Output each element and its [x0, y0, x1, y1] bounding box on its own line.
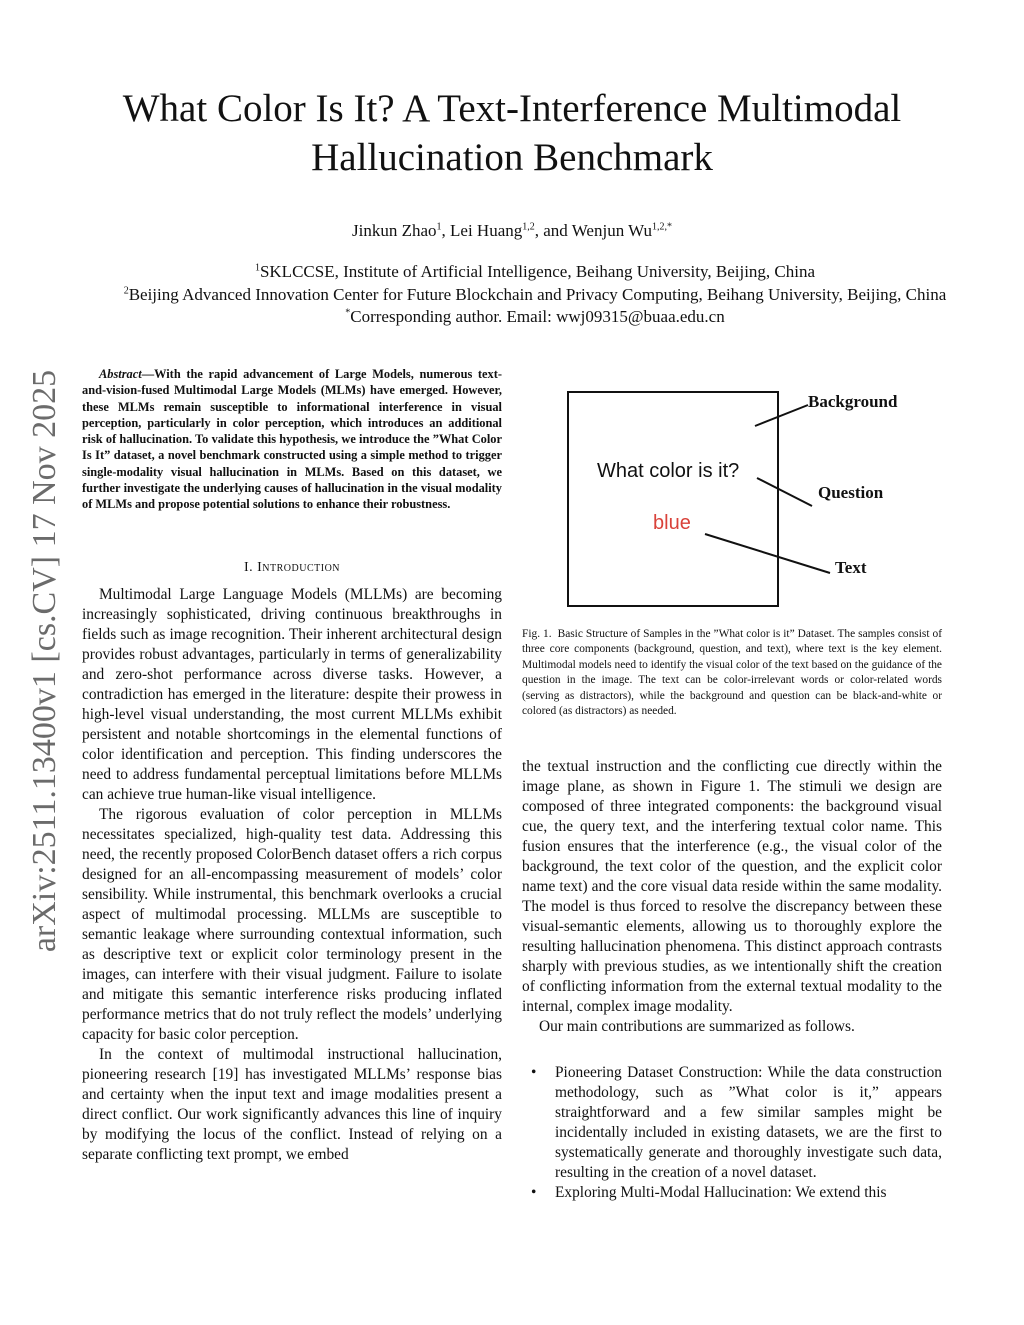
- affiliation-1-text: SKLCCSE, Institute of Artificial Intelligence, Beihang University, Beijing, China: [259, 262, 816, 281]
- list-item: [522, 1063, 942, 1183]
- section-number: I.: [243, 560, 258, 575]
- author-1: Jinkun Zhao: [351, 221, 437, 240]
- corresponding-author: [70, 306, 1000, 328]
- author-3-sup: 1,2,*: [652, 221, 672, 233]
- right-column-body: [522, 757, 942, 1037]
- figure-1: [540, 380, 920, 610]
- intro-paragraph-1: Multimodal Large Language Models (MLLMs) are becoming increasingly sophisticated, driving continuous breakthroughs in fields such as image recognition. Their inherent architectural design provides robust advantages, particularly in terms of generalizability and zero-shot performance across diverse tasks. However, a contradiction has emerged in the literature: despite their prowess in high-level visual understanding, the most current MLLMs exhibit persistent and notable shortcomings in the elemental functions of color identification and perception. This finding underscores the need to address fundamental perceptual limitations before MLLMs can achieve true human-like visual intelligence.: [82, 586, 502, 803]
- pointer-line-question: [757, 478, 812, 506]
- abstract: [82, 366, 502, 513]
- pointer-line-text: [705, 534, 830, 573]
- figure-sample-frame: [568, 392, 778, 606]
- caption-text: Basic Structure of Samples in the ”What color is it” Dataset. The samples consist of three core components (background, question, and text), where text is the key element. Multimodal models need to identify the visual color of the text based on the guidance of the question in the image. The text can be color-irrelevant words or color-related words (serving as distractors), while the background and question can be black-and-white or colored (as distractors) as needed.: [522, 628, 942, 718]
- affiliation-2: [60, 284, 1010, 306]
- right-paragraph-2: Our main contributions are summarized as follows.: [539, 1018, 855, 1035]
- affiliation-1: [70, 261, 1000, 283]
- pointer-line-background: [755, 405, 808, 426]
- intro-paragraph-3: In the context of multimodal instructional hallucination, pioneering research [19] has investigated MLLMs’ response bias and certainty when the input text and image modalities present a direct conflict. Our work significantly advances this line of inquiry by modifying the locus of the conflict. Instead of relying on a separate conflicting text prompt, we embed: [82, 1046, 502, 1163]
- figure-color-word: blue: [653, 512, 691, 534]
- arxiv-identifier: arXiv:2511.13400v1 [cs.CV] 17 Nov 2025: [26, 369, 63, 953]
- paper-title: [70, 84, 954, 182]
- abstract-label: Abstract: [99, 367, 142, 381]
- author-2: , Lei Huang: [441, 221, 523, 240]
- label-background: Background: [808, 392, 898, 411]
- affiliation-2-sup: 2: [123, 285, 129, 297]
- author-3: , and Wenjun Wu: [534, 221, 652, 240]
- contribution-1-text: Pioneering Dataset Construction: While the data construction methodology, such as ”What color is it,” appears straightforward and a few similar samples might be incidentally included in existing datasets, we are the first to systematically generate and thoroughly investigate such data, resulting in the creation of a novel dataset.: [555, 1064, 942, 1181]
- author-2-sup: 1,2: [522, 221, 535, 233]
- title-line-1: What Color Is It? A Text-Interference Multimodal: [122, 87, 902, 130]
- section-heading-introduction: [82, 560, 502, 576]
- corresponding-text: Corresponding author. Email: wwj09315@buaa.edu.cn: [350, 307, 725, 326]
- bullet-icon: •: [531, 1064, 537, 1081]
- figure-caption: [522, 627, 942, 719]
- contributions-list: [522, 1063, 942, 1203]
- bullet-icon: •: [531, 1184, 537, 1201]
- caption-label: Fig. 1.: [522, 628, 552, 640]
- affiliation-1-sup: 1: [254, 262, 260, 274]
- label-text: Text: [835, 558, 867, 577]
- abstract-text: —With the rapid advancement of Large Models, numerous text-and-vision-fused Multimodal Large Models (MLMs) have emerged. However, these MLMs remain susceptible to informational interference in visual perception, particularly in color perception, which introduces an additional risk of hallucination. To validate this hypothesis, we introduce the ”What Color Is It” dataset, a novel benchmark constructed using a simple method to trigger single-modality visual hallucination in MLMs. Based on this dataset, we further investigate the underlying causes of hallucination in the visual modality of MLMs and propose potential solutions to enhance their robustness.: [82, 367, 502, 512]
- figure-question-text: What color is it?: [597, 460, 740, 482]
- intro-paragraph-2: The rigorous evaluation of color perception in MLLMs necessitates specialized, high-quality test data. Addressing this need, the recently proposed ColorBench dataset offers a rich corpus designed for an all-encompassing measurement of models’ color sensibility. While instrumental, this benchmark overlooks a crucial aspect of multimodal processing. MLLMs are susceptible to semantic leakage where surrounding contextual information, such as descriptive text or explicit color terminology present in the images, can interfere with their visual judgment. Failure to isolate and mitigate this semantic interference risks producing inflated performance metrics that do not truly reflect the models’ underlying capacity for basic color perception.: [82, 806, 502, 1043]
- author-1-sup: 1: [436, 221, 442, 233]
- contribution-2-text: Exploring Multi-Modal Hallucination: We extend this: [555, 1184, 887, 1201]
- list-item: [522, 1183, 942, 1203]
- corresponding-sup: *: [345, 307, 351, 319]
- affiliation-2-text: Beijing Advanced Innovation Center for Future Blockchain and Privacy Computing, Beihang University, Beijing, China: [128, 285, 947, 304]
- section-title: Introduction: [257, 560, 341, 575]
- right-paragraph-1: the textual instruction and the conflicting cue directly within the image plane, as shown in Figure 1. The stimuli we design are composed of three integrated components: the background visual cue, the query text, and the interfering textual color name. This fusion ensures that the interference (e.g., the visual color of the background, the text color of the question, and the explicit color name text) and the core visual data reside within the same modality. The model is thus forced to resolve the discrepancy between these visual-semantic elements, allowing us to thoroughly explore the resulting hallucination phenomena. This distinct approach contrasts sharply with previous studies, as we intentionally shift the creation of conflicting information from the external textual modality to the internal, complex image modality.: [522, 758, 942, 1015]
- title-line-2: Hallucination Benchmark: [311, 136, 713, 179]
- author-list: [0, 220, 1024, 242]
- label-question: Question: [818, 483, 884, 502]
- left-column-body: [82, 585, 502, 1165]
